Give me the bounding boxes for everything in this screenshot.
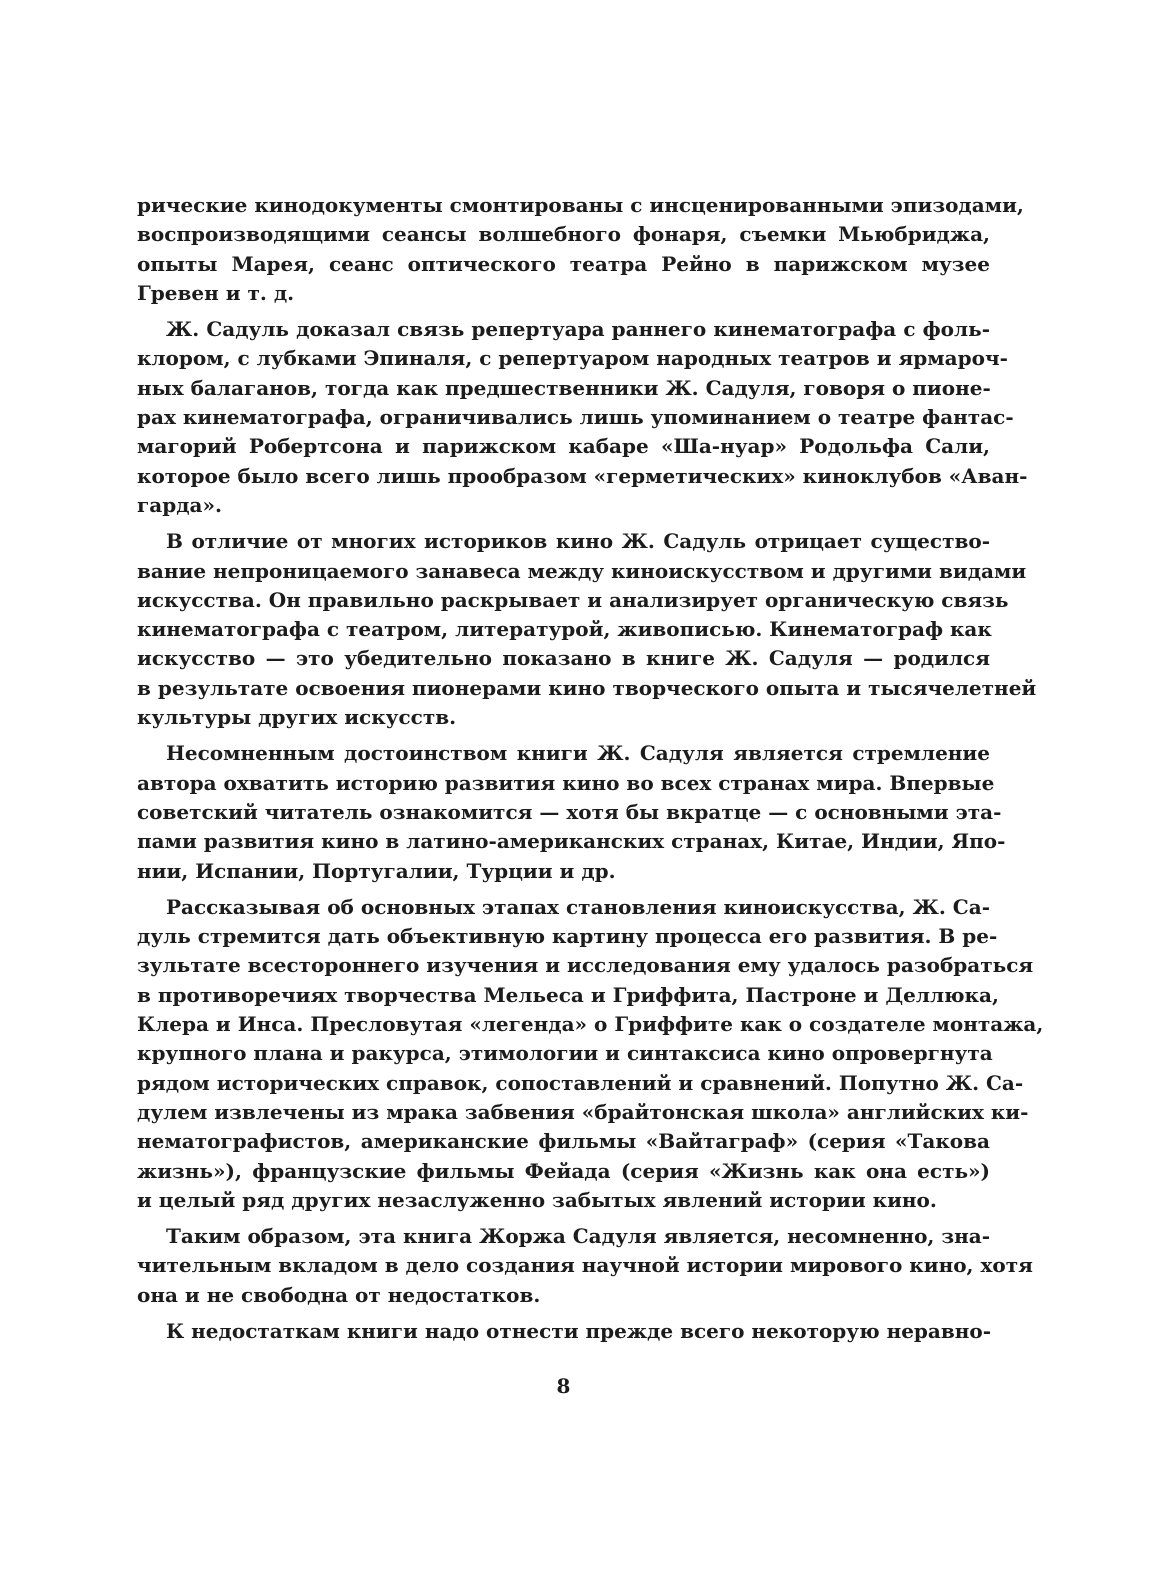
text-line: нии, Испании, Португалии, Турции и др. <box>137 858 616 883</box>
text-line: чительным вкладом в дело создания научной истории мирового кино, хотя <box>137 1253 1033 1278</box>
text-line: нематографистов, американские фильмы «Вайтаграф» (серия «Такова <box>137 1129 990 1154</box>
paragraph <box>137 527 1037 732</box>
paragraph <box>137 191 1024 308</box>
text-line: советский читатель ознакомится — хотя бы вкратце — с основными эта- <box>137 799 1002 824</box>
text-line: Клера и Инса. Пресловутая «легенда» о Гриффите как о создателе монтажа, <box>137 1012 1044 1037</box>
text-line: которое было всего лишь прообразом «герметических» киноклубов «Аван- <box>137 463 1028 488</box>
paragraph <box>137 1222 1033 1310</box>
text-line: К недостаткам книги надо отнести прежде всего некоторую неравно- <box>166 1318 992 1343</box>
text-line: рические кинодокументы смонтированы с инсценированными эпизодами, <box>137 193 1024 217</box>
text-line: опыты Марея, сеанс оптического театра Рейно в парижском музее <box>137 251 990 276</box>
text-line: гарда». <box>137 492 222 517</box>
text-line: Таким образом, эта книга Жоржа Садуля является, несомненно, зна- <box>166 1224 990 1249</box>
text-line: кинематографа с театром, литературой, живописью. Кинематограф как <box>137 617 992 642</box>
text-line: Гревен и т. д. <box>137 280 295 305</box>
text-line: в результате освоения пионерами кино творческого опыта и тысячелетней <box>137 675 1037 700</box>
text-line: она и не свободна от недостатков. <box>137 1282 541 1307</box>
text-line: дулем извлечены из мрака забвения «брайтонская школа» английских ки- <box>137 1099 1029 1124</box>
text-line: пами развития кино в латино-американских странах, Китае, Индии, Япо- <box>137 829 1006 854</box>
text-line: вание непроницаемого занавеса между киноискусством и другими видами <box>137 558 1027 583</box>
paragraph <box>137 739 1006 885</box>
paragraph <box>137 893 1044 1215</box>
text-line: Ж. Садуль доказал связь репертуара раннего кинематографа с фоль- <box>166 317 990 342</box>
text-line: искусства. Он правильно раскрывает и анализирует органическую связь <box>137 587 1009 612</box>
body-text <box>137 191 1044 1346</box>
text-line: В отличие от многих историков кино Ж. Садуль отрицает существо- <box>166 529 990 554</box>
text-line: дуль стремится дать объективную картину процесса его развития. В ре- <box>137 924 998 949</box>
text-line: ных балаганов, тогда как предшественники Ж. Садуля, говоря о пионе- <box>137 375 991 400</box>
paragraph <box>137 315 1028 520</box>
text-line: Несомненным достоинством книги Ж. Садуля является стремление <box>166 741 990 766</box>
paragraph <box>137 1317 990 1346</box>
page-number: 8 <box>556 1374 571 1398</box>
text-line: рядом исторических справок, сопоставлений и сравнений. Попутно Ж. Са- <box>137 1070 1024 1095</box>
text-line: клором, с лубками Эпиналя, с репертуаром народных театров и ярмароч- <box>137 346 1008 371</box>
text-line: искусство — это убедительно показано в книге Ж. Садуля — родился <box>137 646 990 671</box>
text-line: культуры других искусств. <box>137 705 457 730</box>
text-line: Рассказывая об основных этапах становления киноискусства, Ж. Са- <box>166 894 990 919</box>
text-line: и целый ряд других незаслуженно забытых явлений истории кино. <box>137 1187 937 1212</box>
text-line: крупного плана и ракурса, этимологии и синтаксиса кино опровергнута <box>137 1041 993 1066</box>
text-line: в противоречиях творчества Мельеса и Гриффита, Пастроне и Деллюка, <box>137 982 999 1007</box>
text-line: автора охватить историю развития кино во всех странах мира. Впервые <box>137 770 995 795</box>
text-line: жизнь»), французские фильмы Фейада (серия «Жизнь как она есть») <box>137 1158 990 1183</box>
text-line: зультате всестороннего изучения и исследования ему удалось разобраться <box>137 953 1034 978</box>
text-line: воспроизводящими сеансы волшебного фонаря, съемки Мьюбриджа, <box>137 222 990 247</box>
text-line: рах кинематографа, ограничивались лишь упоминанием о театре фантас- <box>137 405 1014 430</box>
text-line: магорий Робертсона и парижском кабаре «Ша-нуар» Родольфа Сали, <box>137 434 990 459</box>
